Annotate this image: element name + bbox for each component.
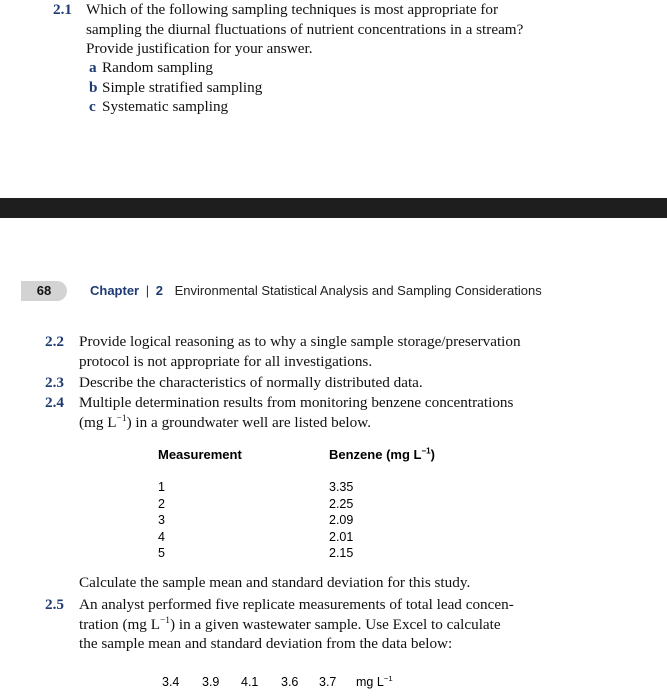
text-fragment: ) in a groundwater well are listed below. [126,413,372,431]
question-line [79,413,553,433]
option-text: Simple stratified sampling [102,79,263,96]
table-cell: 2.09 [329,513,354,527]
value-item: 3.7 [319,675,337,689]
question-number: 2.3 [45,374,64,391]
question-line: sampling the diurnal fluctuations of nutrient concentrations in a stream? [86,20,524,38]
question-2-4-instruction: Calculate the sample mean and standard deviation for this study. [79,574,471,591]
text-fragment: ) [430,447,435,462]
question-line: protocol is not appropriate for all investigations. [79,352,373,370]
question-text [86,0,562,59]
option-a [89,58,213,78]
unit [356,675,393,689]
chapter-header [90,283,542,298]
text-fragment: tration (mg L [79,615,160,633]
question-line: Provide justification for your answer. [86,40,313,57]
table-cell: 2.15 [329,546,354,560]
chapter-label: Chapter [90,283,140,298]
text-fragment: (mg L [79,413,117,431]
chapter-title: Environmental Statistical Analysis and Sampling Considerations [174,283,542,298]
value-item: 3.6 [281,675,299,689]
question-text [79,373,553,393]
measurement-column [158,479,165,562]
lead-values [162,675,393,689]
question-line: An analyst performed five replicate measurements of total lead concen- [79,596,514,613]
header-separator: | [145,283,150,298]
superscript: −1 [159,615,170,626]
text-fragment: ) in a given wastewater sample. Use Excel to calculate [170,615,501,633]
question-number: 2.2 [45,333,64,350]
question-number: 2.5 [45,596,64,613]
table-cell: 3 [158,513,165,527]
benzene-column [329,479,353,562]
table-cell: 1 [158,480,165,494]
option-text: Systematic sampling [102,98,229,115]
page-divider [0,198,667,218]
question-text [79,595,553,654]
question-text [79,332,553,371]
chapter-number: 2 [155,283,163,298]
option-letter: b [89,79,98,96]
option-b [89,78,262,98]
text-fragment: mg L [356,675,384,689]
question-line: Describe the characteristics of normally distributed data. [79,374,423,391]
value-item: 3.9 [202,675,220,689]
question-line: the sample mean and standard deviation from the data below: [79,635,453,652]
table-cell: 3.35 [329,480,354,494]
text-fragment: Benzene (mg L [329,447,422,462]
option-letter: c [89,98,96,115]
table-cell: 2 [158,496,165,511]
superscript: −1 [383,673,393,683]
option-text: Random sampling [102,59,213,76]
question-number: 2.1 [53,1,72,18]
question-line [79,615,553,635]
value-item: 4.1 [241,675,259,689]
question-line: Which of the following sampling techniques is most appropriate for [86,1,499,18]
superscript: −1 [421,446,431,456]
table-cell: 2.01 [329,529,354,544]
table-cell: 2.25 [329,496,354,511]
option-letter: a [89,59,97,76]
question-number: 2.4 [45,394,64,411]
table-header-benzene [329,447,435,462]
table-cell: 4 [158,529,165,544]
question-text [79,393,553,432]
superscript: −1 [116,413,127,424]
page-number-badge: 68 [21,281,67,301]
value-item: 3.4 [162,675,180,689]
question-line: Multiple determination results from monitoring benzene concentrations [79,394,514,411]
table-header-measurement: Measurement [158,447,242,462]
table-cell: 5 [158,546,165,560]
question-line: Provide logical reasoning as to why a single sample storage/preservation [79,333,521,350]
option-c [89,97,228,117]
